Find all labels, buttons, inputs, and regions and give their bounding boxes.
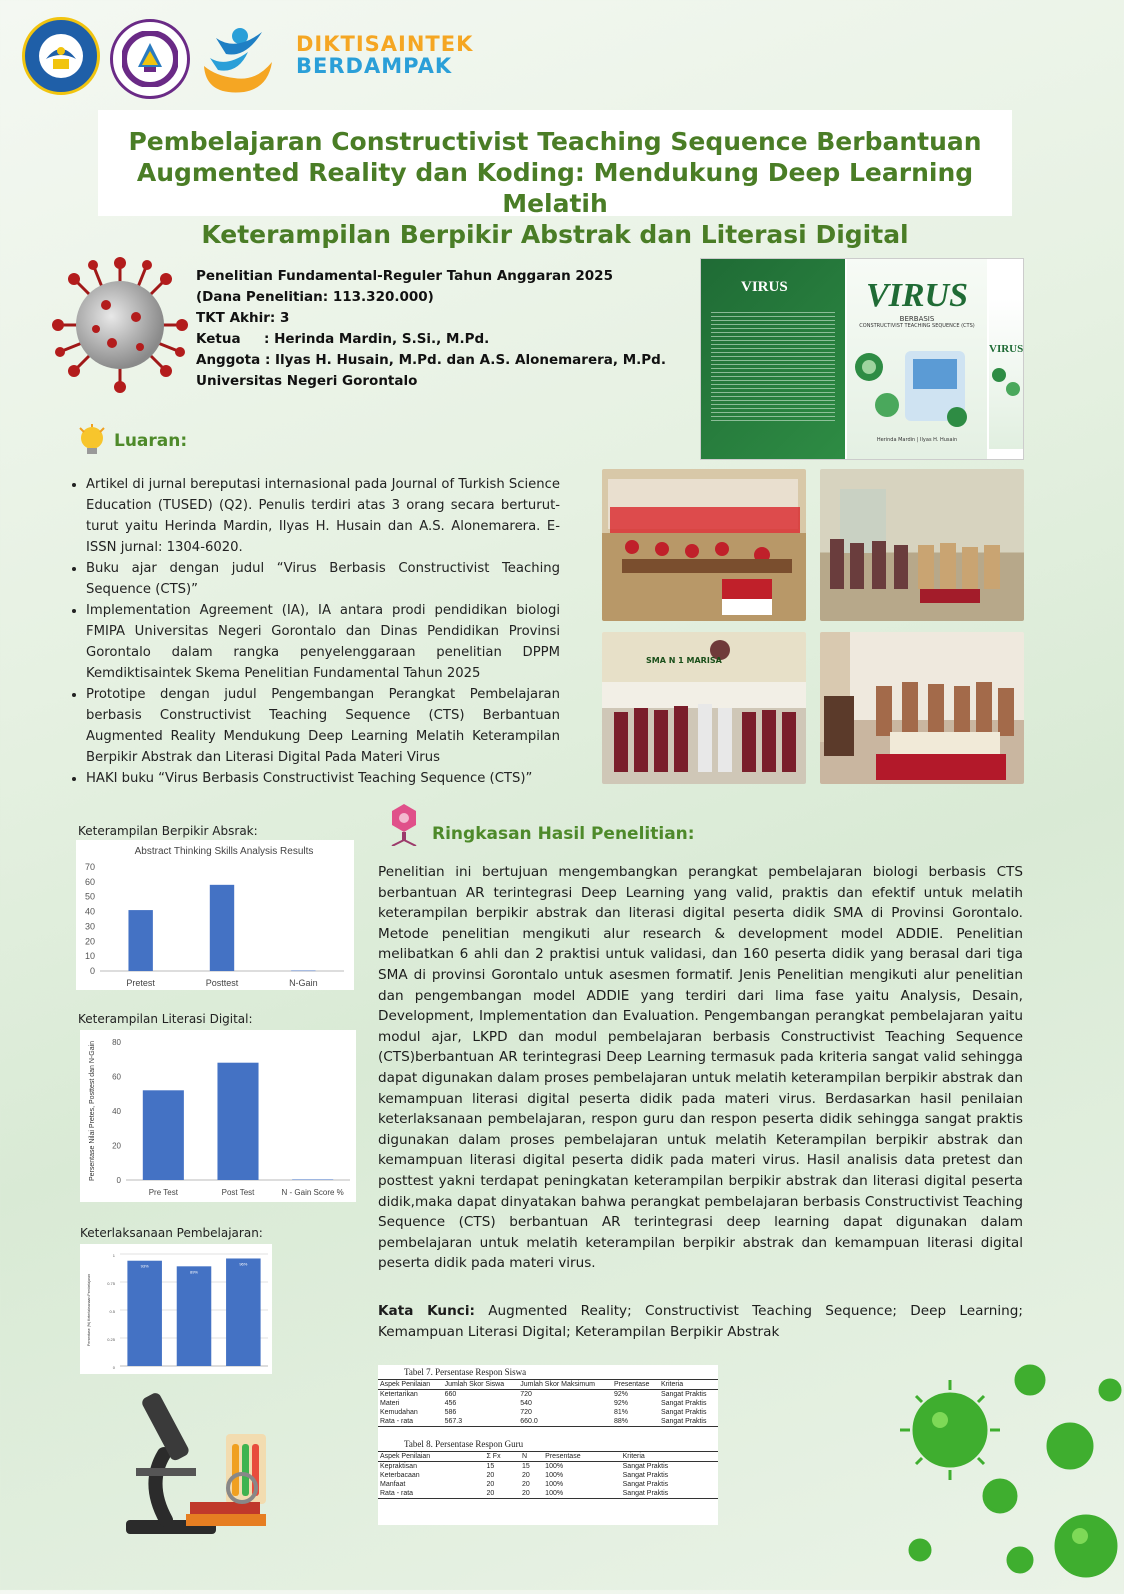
- title-box: [98, 110, 1012, 249]
- abstract-thinking-chart: [76, 840, 354, 990]
- luaran-item: • HAKI buku “Virus Berbasis Constructivist Teaching Sequence (CTS)”: [86, 768, 560, 789]
- info-ketua: [196, 329, 666, 350]
- y-tick-label: 0.25: [107, 1337, 115, 1342]
- ringkasan-heading: Ringkasan Hasil Penelitian:: [432, 824, 695, 844]
- learning-implementation-chart: [80, 1244, 272, 1374]
- green-virus-cluster: [890, 1350, 1124, 1590]
- research-info: [196, 266, 666, 392]
- table-cell: Keterbacaan: [380, 1472, 420, 1479]
- table-cell: Sangat Praktis: [659, 1417, 718, 1427]
- photo-classroom: [602, 469, 806, 621]
- table-row: [378, 1462, 718, 1472]
- bar: [143, 1090, 184, 1180]
- data-label: 96%: [239, 1261, 248, 1267]
- x-tick-label: Pre Test: [148, 1188, 178, 1197]
- table-cell: 88%: [612, 1417, 659, 1427]
- luaran-list: [68, 474, 560, 789]
- chart3-container: [80, 1244, 272, 1374]
- brand-line2: BERDAMPAK: [296, 54, 453, 79]
- bar: [226, 1258, 261, 1366]
- y-tick-label: 0.75: [107, 1281, 115, 1286]
- book-spine-thumb: [989, 299, 1023, 449]
- table-cell: Ketertarikan: [380, 1391, 418, 1398]
- table-row: [378, 1480, 718, 1489]
- table-cell: Sangat Praktis: [660, 1409, 707, 1416]
- y-tick-label: 60: [112, 1072, 121, 1082]
- book-front-cover: [847, 259, 987, 459]
- book-back-title: VIRUS: [741, 279, 788, 295]
- table-row: [378, 1390, 718, 1400]
- y-tick-label: 10: [84, 951, 95, 962]
- luaran-item: • Artikel di jurnal bereputasi internasional pada Journal of Turkish Science Education (TUSED) (Q2). Penulis terdiri atas 3 orang secara berturut-turut yaitu Herinda Mardin, Ilyas H. Husain dan A.S. Alonemarera. E-ISSN jurnal: 1304-6020.: [86, 474, 560, 558]
- table-cell: 660: [444, 1391, 457, 1398]
- table8-header-cell: Kriteria: [621, 1452, 718, 1462]
- info-university: Universitas Negeri Gorontalo: [196, 373, 418, 389]
- y-tick-label: 80: [112, 1038, 121, 1047]
- bar: [177, 1266, 212, 1366]
- table7-header-cell: Presentase: [612, 1380, 659, 1390]
- photo-meeting: [820, 632, 1024, 784]
- table-cell: 100%: [545, 1463, 564, 1470]
- y-tick-label: 20: [112, 1141, 121, 1151]
- table-cell: Sangat Praktis: [622, 1472, 669, 1479]
- luaran-item: • Implementation Agreement (IA), IA antara prodi pendidikan biologi FMIPA Universitas Negeri Gorontalo dan Dinas Pendidikan Provinsi Gorontalo dalam rangka penyelenggaraan penelitian DPPM Kemdiktisaintek Skema Penelitian Fundamental Tahun 2025: [86, 600, 560, 684]
- table8-caption: Tabel 8. Persentase Respon Guru: [404, 1439, 524, 1449]
- table-row: [378, 1417, 718, 1427]
- table8: [378, 1451, 718, 1499]
- microscope-icon: [106, 1384, 276, 1544]
- y-tick-label: 0: [89, 966, 95, 976]
- table-cell: Rata - rata: [378, 1417, 443, 1427]
- book-thumb-title: VIRUS: [989, 343, 1024, 355]
- title-line-2: Augmented Reality dan Koding: Mendukung Deep Learning Melatih: [136, 158, 974, 218]
- table-cell: Sangat Praktis: [622, 1463, 669, 1470]
- table-cell: 456: [444, 1400, 457, 1407]
- chart3-label: Keterlaksanaan Pembelajaran:: [80, 1226, 263, 1240]
- table-cell: Sangat Praktis: [660, 1391, 707, 1398]
- luaran-item: • Buku ajar dengan judul “Virus Berbasis Constructivist Teaching Sequence (CTS)”: [86, 558, 560, 600]
- table7-header-cell: Aspek Penilaian: [378, 1380, 443, 1390]
- keywords: [378, 1301, 1023, 1342]
- chart-title: Abstract Thinking Skills Analysis Results: [134, 846, 314, 857]
- school-group-photo-icon: [602, 632, 806, 784]
- anggota-value: : Ilyas H. Husain, M.Pd. dan A.S. Alonemarera, M.Pd.: [264, 352, 666, 368]
- bar: [127, 1261, 162, 1366]
- info-tkt: TKT Akhir: 3: [196, 310, 290, 326]
- luaran-header: [76, 424, 187, 458]
- keywords-label: Kata Kunci:: [378, 1303, 475, 1319]
- table-cell: 660.0: [518, 1417, 612, 1427]
- info-scheme: Penelitian Fundamental-Reguler Tahun Anggaran 2025: [196, 268, 613, 284]
- ung-emblem-icon: [122, 31, 178, 87]
- table-cell: 567.3: [443, 1417, 519, 1427]
- table-cell: 81%: [614, 1409, 629, 1416]
- chart2-container: [80, 1030, 356, 1202]
- y-tick-label: 40: [84, 906, 95, 917]
- diktisaintek-logo: [196, 18, 276, 98]
- table-cell: Rata - rata: [378, 1489, 485, 1499]
- y-axis-label: Persentase Nilai Pretes, Posttest dan N-Gain: [89, 1040, 96, 1182]
- table7-header-cell: Jumlah Skor Maksimum: [518, 1380, 612, 1390]
- chart2-label: Keterampilan Literasi Digital:: [78, 1012, 253, 1026]
- school-sign-text: SMA N 1 MARISA: [646, 656, 722, 665]
- ketua-label: Ketua: [196, 331, 241, 347]
- table-cell: 20: [520, 1489, 543, 1499]
- data-label: 93%: [140, 1263, 149, 1269]
- chart1-label: Keterampilan Berpikir Absrak:: [78, 824, 258, 838]
- microscope-illustration: [106, 1384, 276, 1544]
- table-cell: Sangat Praktis: [660, 1400, 707, 1407]
- title-line-1: Pembelajaran Constructivist Teaching Sequence Berbantuan: [128, 127, 982, 156]
- table-cell: 15: [522, 1463, 530, 1470]
- table7-header-cell: Jumlah Skor Siswa: [443, 1380, 519, 1390]
- x-tick-label: Pretest: [126, 978, 155, 988]
- x-tick-label: N-Gain: [289, 978, 318, 988]
- y-tick-label: 0.5: [109, 1309, 115, 1314]
- y-tick-label: 0: [112, 1365, 115, 1370]
- ringkasan-body: Penelitian ini bertujuan mengembangkan perangkat pembelajaran biologi berbasis CTS berbantuan AR terintegrasi Deep Learning yang valid, praktis dan efektif untuk melatih keterampilan berpikir abstrak dan literasi digital peserta didik SMA di Provinsi Gorontalo. Metode penelitian mengikuti alur research & development model ADDIE. Penelitian melibatkan 6 ahli dan 2 praktisi untuk validasi, dan 160 peserta didik yang berasal dari tiga SMA di provinsi Gorontalo untuk asesmen formatif. Jenis Penelitian mengikuti alur penelitian dan pengembangan model ADDIE yang terdiri dari lima fase yaitu Analysis, Desain, Development, Implementation dan Evaluation. Pengembangan perangkat pembelajaran yaitu modul ajar, LKPD dan modul pembelajaran berbasis Constructivist Teaching Sequence (CTS)berbantuan AR terintegrasi Deep Learning termasuk pada kriteria sangat valid sehingga dapat digunakan dalam proses pembelajaran untuk melatih keterampilan berpikir abstrak dan kemampuan literasi digital peserta didik pada materi virus. Berdasarkan hasil penilaian keterlaksanaan pembelajaran, respon guru dan respon peserta didik sehingga sangat praktis digunakan dalam proses pembelajaran untuk melatih Keterampilan berpikir abstrak dan kemampuan literasi digital peserta didik pada materi virus. Hasil analisis data pretest dan posttest yakni terdapat peningkatan keterampilan berpikir abstrak dan literasi digital peserta didik,maka dapat dinyatakan bahwa perangkat pembelajaran berbasis Constructivist Teaching Sequence (CTS) berbantuan AR terintegrasi deep learning dapat digunakan dalam pembelajaran untuk melatih keterampilan berpikir abstrak dan kemampuan literasi digital peserta didik pada materi virus.: [378, 864, 1023, 1272]
- bar: [210, 885, 234, 971]
- table-cell: Kepraktisan: [380, 1463, 417, 1470]
- table8-header-cell: N: [520, 1452, 543, 1462]
- table7-caption: Tabel 7. Persentase Respon Siswa: [404, 1367, 527, 1377]
- table-cell: 20: [522, 1472, 530, 1479]
- table8-header-cell: Presentase: [543, 1452, 620, 1462]
- brand-line1: DIKTISAINTEK: [296, 32, 474, 56]
- photo-group-school-sign: [602, 632, 806, 784]
- info-anggota: [196, 350, 666, 371]
- table-cell: 15: [486, 1463, 495, 1470]
- y-tick-label: 20: [84, 936, 95, 947]
- table-cell: 720: [520, 1409, 532, 1416]
- table-row: [378, 1399, 718, 1408]
- book-illustration-icon: [847, 337, 987, 437]
- table-cell: Sangat Praktis: [622, 1481, 669, 1488]
- table8-header: [378, 1452, 718, 1462]
- table-cell: 540: [520, 1400, 532, 1407]
- y-tick-label: 40: [112, 1107, 121, 1116]
- bar: [128, 910, 152, 971]
- virus-image: [50, 255, 190, 395]
- table-cell: 92%: [614, 1400, 629, 1407]
- y-tick-label: 30: [84, 921, 95, 932]
- green-virus-icon: [890, 1350, 1124, 1590]
- y-tick-label: 60: [84, 876, 95, 887]
- table-row: [378, 1471, 718, 1480]
- table7-header: [378, 1380, 718, 1390]
- table-cell: 100%: [545, 1481, 564, 1488]
- table-cell: 92%: [614, 1391, 629, 1398]
- x-tick-label: Posttest: [205, 978, 239, 988]
- bar: [217, 1063, 258, 1180]
- digital-literacy-chart: [80, 1030, 356, 1202]
- keywords-text: Augmented Reality; Constructivist Teaching Sequence; Deep Learning; Kemampuan Literasi Digital; Keterampilan Berpikir Abstrak: [378, 1303, 1023, 1340]
- book-back-text: [711, 312, 835, 422]
- x-tick-label: N - Gain Score %: [281, 1188, 344, 1197]
- table-cell: 20: [486, 1472, 495, 1479]
- bar: [291, 971, 315, 972]
- table-cell: 586: [444, 1409, 457, 1416]
- diktisaintek-emblem-icon: [196, 18, 276, 98]
- table-cell: 20: [522, 1481, 530, 1488]
- x-tick-label: Post Test: [221, 1188, 255, 1197]
- y-tick-label: 70: [84, 862, 95, 872]
- table-cell: 20: [486, 1481, 495, 1488]
- y-tick-label: 50: [84, 891, 95, 902]
- book-front-subtitle: BERBASIS: [899, 315, 935, 323]
- table-cell: 100%: [545, 1472, 564, 1479]
- book-thumb-icon: [989, 355, 1023, 405]
- meeting-photo-icon: [820, 632, 1024, 784]
- anggota-label: Anggota: [196, 352, 261, 368]
- book-back-cover: [701, 259, 845, 459]
- ketua-value: : Herinda Mardin, S.Si., M.Pd.: [264, 331, 490, 347]
- y-axis-label: Persentase (%) Keterlaksanaan Pembelajaran: [87, 1274, 91, 1346]
- chart1-container: [76, 840, 354, 990]
- book-authors: Herinda Mardin | Ilyas H. Husain: [876, 437, 958, 443]
- classroom-photo-icon: [602, 469, 806, 621]
- table8-header-cell: Σ Fx: [485, 1452, 520, 1462]
- virus-bacteriophage-icon: [386, 802, 422, 846]
- tut-wuri-handayani-logo: [22, 17, 100, 95]
- emblem-icon: [36, 31, 86, 81]
- table-cell: 100%: [543, 1489, 620, 1499]
- table7-header-cell: Kriteria: [659, 1380, 718, 1390]
- group-photo-icon: [820, 469, 1024, 621]
- title-line-3: Keterampilan Berpikir Abstrak dan Literasi Digital: [201, 220, 909, 249]
- book-front-subtitle2: CONSTRUCTIVIST TEACHING SEQUENCE (CTS): [859, 323, 975, 329]
- brand-text: [296, 33, 473, 77]
- ung-logo: [110, 19, 190, 99]
- book-front-title: VIRUS: [865, 277, 969, 314]
- y-tick-label: 1: [112, 1253, 115, 1258]
- table-cell: Manfaat: [380, 1481, 406, 1488]
- table7: [378, 1379, 718, 1427]
- luaran-item: • Prototipe dengan judul Pengembangan Perangkat Pembelajaran berbasis Constructivist Teaching Sequence (CTS) Berbantuan Augmented Reality Mendukung Deep Learning Melatih Keterampilan Berpikir Abstrak dan Literasi Digital Pada Materi Virus: [86, 684, 560, 768]
- table-cell: 720: [520, 1391, 532, 1398]
- table8-header-cell: Aspek Penilaian: [378, 1452, 485, 1462]
- ringkasan-header: [386, 802, 695, 846]
- photo-group-indoor: [820, 469, 1024, 621]
- bar: [292, 1179, 333, 1180]
- tables-image: [378, 1365, 718, 1525]
- table-cell: 20: [485, 1489, 520, 1499]
- table-cell: Kemudahan: [380, 1409, 418, 1416]
- luaran-heading: Luaran:: [114, 431, 188, 451]
- book-cover-spread: [700, 258, 1024, 460]
- table-cell: Sangat Praktis: [621, 1489, 718, 1499]
- table-row: [378, 1408, 718, 1417]
- table-row: [378, 1489, 718, 1499]
- y-tick-label: 0: [116, 1176, 121, 1185]
- table-cell: Materi: [380, 1400, 400, 1407]
- info-funding: (Dana Penelitian: 113.320.000): [196, 289, 434, 305]
- data-label: 89%: [189, 1269, 199, 1275]
- lightbulb-icon: [76, 424, 108, 458]
- coronavirus-icon: [50, 255, 190, 395]
